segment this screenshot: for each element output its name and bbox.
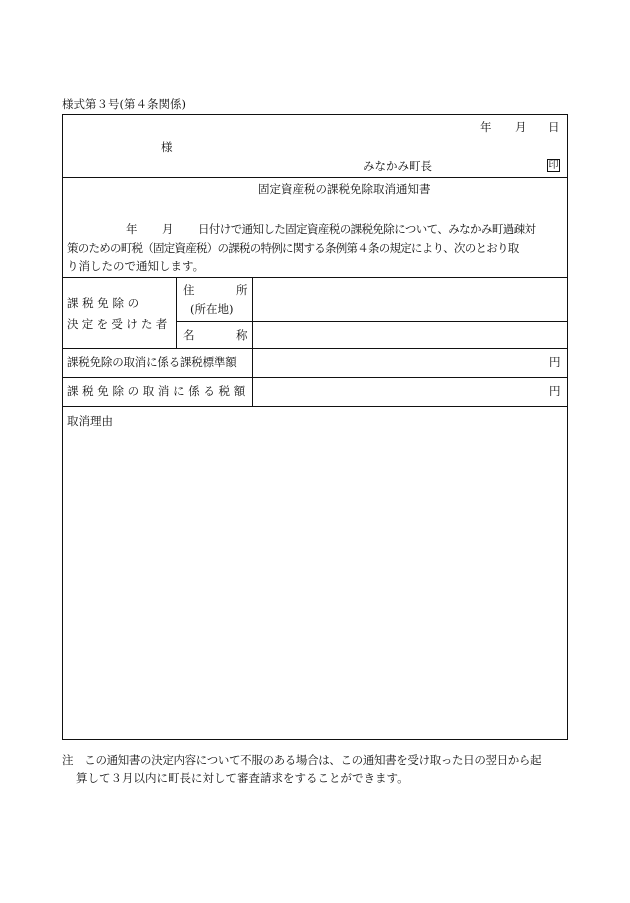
form-label: 様式第３号(第４条関係) (62, 97, 186, 111)
seal-mark: 印 (548, 160, 559, 171)
table-top-rule (62, 277, 568, 278)
address-sublabel: (所在地) (190, 302, 234, 316)
table-tax-rule (62, 377, 568, 378)
issuer-name: みなかみ町長 (363, 159, 432, 173)
body-line-1: 日付けで通知した固定資産税の課税免除について、みなかみ町過疎対 (198, 222, 536, 236)
body-line-3: り消したので通知します。 (67, 259, 205, 273)
note-line-1: 注 この通知書の決定内容について不服のある場合は、この通知書を受け取った日の翌日から起 (62, 753, 542, 767)
address-label-2: 所 (236, 283, 248, 297)
base-amount-label: 課税免除の取消に係る課税標準額 (67, 355, 237, 369)
date-month: 月 (515, 120, 527, 134)
base-amount-unit: 円 (549, 355, 561, 369)
body-line-2: 策のための町税（固定資産税）の課税の特例に関する条例第４条の規定により、次のとおり取 (67, 241, 519, 255)
reason-label: 取消理由 (67, 414, 113, 428)
table-col-divider-2 (252, 277, 253, 406)
note-line-2: 算して３月以内に町長に対して審査請求をすることができます。 (76, 771, 409, 785)
address-label-1: 住 (183, 283, 195, 297)
body-month: 月 (162, 222, 174, 236)
table-reason-rule (62, 406, 568, 407)
name-label-2: 称 (236, 328, 248, 342)
name-label-1: 名 (183, 328, 195, 342)
party-label-line-2: 決定を受けた者 (67, 317, 171, 331)
date-day: 日 (548, 120, 560, 134)
table-name-rule (176, 321, 568, 322)
table-base-rule (62, 348, 568, 349)
tax-amount-unit: 円 (549, 384, 561, 398)
form-frame (62, 114, 568, 740)
addressee-suffix: 様 (161, 140, 173, 154)
document-title: 固定資産税の課税免除取消通知書 (258, 182, 431, 196)
tax-amount-label: 課 税 免 除 の 取 消 に 係 る 税 額 (67, 384, 246, 398)
party-label-line-1: 課 税 免 除 の (67, 296, 140, 310)
date-year: 年 (480, 120, 492, 134)
header-divider (62, 177, 568, 178)
body-year: 年 (126, 222, 138, 236)
table-col-divider-1 (176, 277, 177, 348)
